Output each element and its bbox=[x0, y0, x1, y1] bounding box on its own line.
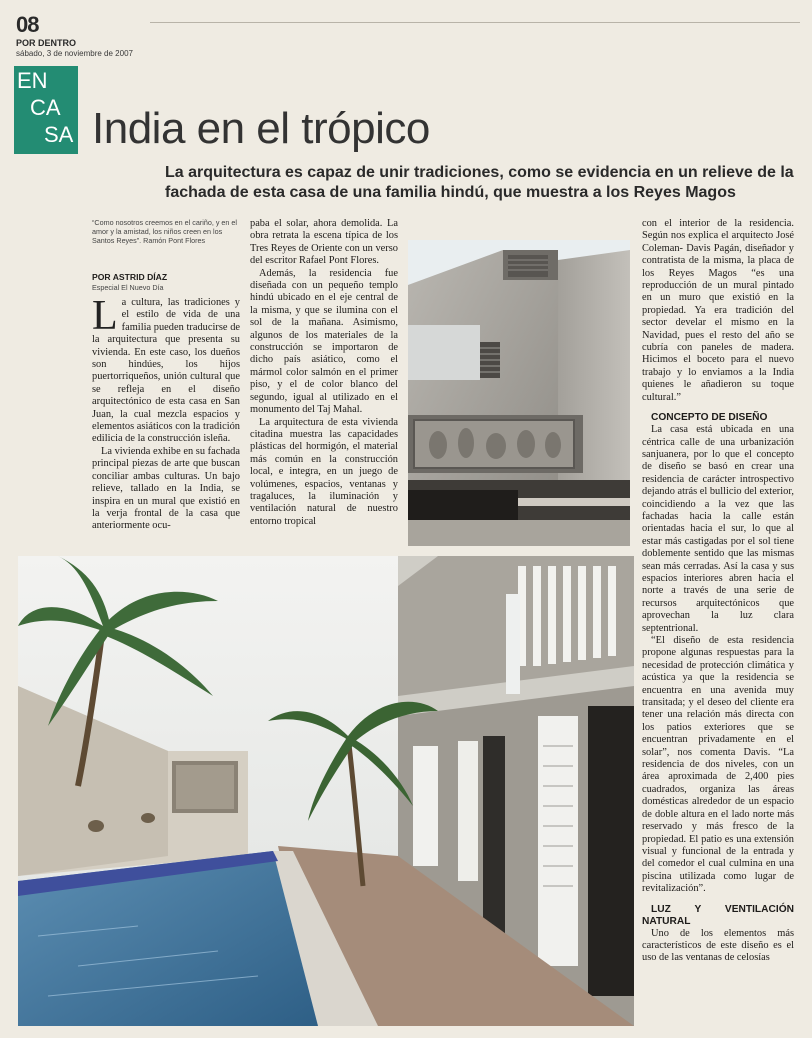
article-subhead: La arquitectura es capaz de unir tradiciones, como se evidencia en un relieve de la fachada de esta casa de una familia hindú, que muestra a los Reyes Magos bbox=[165, 164, 794, 201]
pool-patio-illustration bbox=[18, 556, 634, 1026]
article-column-2 bbox=[250, 218, 398, 528]
paragraph: Uno de los elementos más característicos de este diseño es el uso de las ventanas de celosías bbox=[642, 927, 794, 964]
section-badge-text-1: EN bbox=[17, 68, 48, 93]
section-badge-text-2: CA bbox=[30, 95, 61, 120]
paragraph: paba el solar, ahora demolida. La obra retrata la escena típica de los Tres Reyes de Oriente con un verso del escritor Rafael Pont Flores. bbox=[250, 218, 398, 267]
paragraph: Además, la residencia fue diseñada con un pequeño templo hindú ubicado en el eje central de la misma, y que se ilumina con el sol de la mañana. Asimismo, algunos de los materiales de la construcción se importaron de dicho país asiático, como el mármol color salmón en el primer piso, y el de color blanco del segundo, igual al utilizado en el monumento del Taj Mahal. bbox=[250, 267, 398, 416]
facade-relief-photo bbox=[408, 240, 630, 546]
byline: POR ASTRID DÍAZ bbox=[92, 272, 168, 282]
section-heading: CONCEPTO DE DISEÑO bbox=[651, 412, 768, 424]
publication-date: sábado, 3 de noviembre de 2007 bbox=[16, 49, 133, 58]
section-badge-text-3: SA bbox=[44, 122, 74, 147]
section-name: POR DENTRO bbox=[16, 38, 77, 48]
page-number: 08 bbox=[16, 12, 39, 37]
paragraph: “El diseño de esta residencia propone algunas respuestas para la necesidad de protección climática y acústica ya que la residencia se encuentra en una avenida muy transitada; y el deseo del cliente era tener una relación más directa con los patios exteriores que se encuentran privadamente en el solar”, nos comenta Davis. “La residencia de dos niveles, con un área aproximada de 2,400 pies cuadrados, organiza las áreas domésticas alrededor de un espacio de doble altura en el lado norte más reservado y más fresco de la propiedad. El patio es una extensión visual y funcional de la entrada y del comedor el cual culmina en una piscina utilizada como lugar de revitalización”. bbox=[642, 635, 794, 895]
section-heading: LUZ Y VENTILACIÓN NATURAL bbox=[642, 903, 794, 927]
epigraph-quote: “Como nosotros creemos en el cariño, y en el amor y la amistad, los niños creen en los Santos Reyes”. Ramón Pont Flores bbox=[92, 218, 238, 245]
drop-cap: L bbox=[92, 293, 118, 339]
paragraph-text: a cultura, las tradiciones y el estilo de vida de una familia pueden traducirse de la arquitectura que presenta su vivienda. En este caso, los dueños son hindúes, los hijos puertorriqueños, unión cultural que se refleja en el diseño arquitectónico de esta casa en San Juan, la cual mezcla espacios y elementos asiáticos con la tradición edilicia de la construcción isleña. bbox=[92, 297, 240, 445]
byline-role: Especial El Nuevo Día bbox=[92, 283, 164, 292]
paragraph: La vivienda exhibe en su fachada principal piezas de arte que buscan conciliar ambas culturas. Un bajo relieve, tallado en la India, se inspira en un mural que existió en la verja frontal de la casa que anteriormente ocu- bbox=[92, 445, 240, 532]
section-badge-en-casa bbox=[14, 66, 78, 154]
paragraph: La arquitectura de esta vivienda citadina muestra las capacidades plásticas del hormigón, el material más común en la construcción local, e integra, en un juego de volúmenes, espacios, ventanas y tragaluces, la iluminación y ventilación natural de nuestro entorno tropical bbox=[250, 416, 398, 527]
paragraph bbox=[92, 293, 240, 446]
facade-relief-illustration bbox=[408, 240, 630, 546]
article-headline: India en el trópico bbox=[92, 104, 430, 153]
article-column-1 bbox=[92, 293, 240, 533]
paragraph: con el interior de la residencia. Según nos explica el arquitecto José Coleman- Davis Pagán, diseñador y contratista de la misma, la placa de los Reyes Magos “es una reproducción de un mural pintado en un muro que existió en la propiedad. Ya era tradición del sector develar el mismo en la Navidad, pues el resto del año se cubría con paneles de madera. Hicimos el boceto para el nuevo trabajo y lo enviamos a la India quienes le añadieron su toque cultural.” bbox=[642, 218, 794, 403]
paragraph: La casa está ubicada en una céntrica calle de una urbanización sanjuanera, por lo que el concepto de diseño se basó en crear una residencia de carácter introspectivo dejando atrás el bullicio del exterior, coincidiendo a la vez que las fachadas hacia la calle están orientadas hacia el sur, lo que al estar más castigadas por el sol tiene doblemente sentido que las mismas sean más cerradas. Así la casa y sus espacios interiores abren hacia el norte a través de una serie de recursos arquitectónicos que aprovechan la luz clara septentrional. bbox=[642, 424, 794, 634]
article-column-3 bbox=[642, 218, 794, 965]
header-rule bbox=[150, 22, 800, 23]
pool-patio-photo bbox=[18, 556, 634, 1026]
